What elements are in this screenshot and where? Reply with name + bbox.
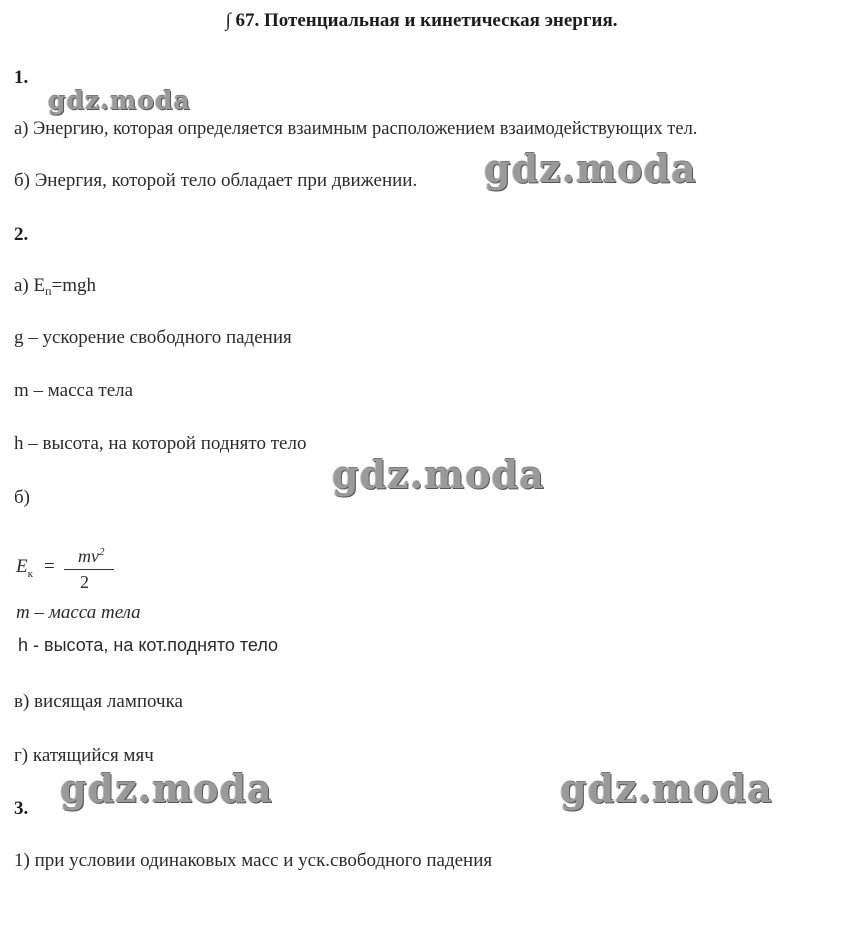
answer-1a: а) Энергию, которая определяется взаимным расположением взаимодействующих тел. xyxy=(14,119,698,139)
definition-m-2: m – масса тела xyxy=(16,602,141,623)
answer-2a-suffix: =mgh xyxy=(51,275,97,296)
answer-2a xyxy=(14,275,96,298)
answer-1b: б) Энергия, которой тело обладает при движении. xyxy=(14,170,418,191)
watermark: gdz.moda xyxy=(332,452,545,497)
formula-numerator: $mv^2$ xyxy=(78,546,105,566)
definition-h-2: h - высота, на кот.поднято тело xyxy=(18,635,279,655)
fraction-bar xyxy=(64,569,114,570)
section-1-number: 1. xyxy=(14,67,29,88)
watermark: gdz.moda xyxy=(60,766,273,811)
section-3-number: 3. xyxy=(14,798,29,819)
answer-2v: в) висящая лампочка xyxy=(14,691,183,712)
kinetic-energy-formula xyxy=(16,540,116,596)
definition-h: h – высота, на которой поднято тело xyxy=(14,433,307,454)
watermark: gdz.moda xyxy=(560,766,773,811)
formula-lhs: $E_к$ xyxy=(16,556,33,580)
watermark: gdz.moda xyxy=(48,86,191,115)
answer-2g: г) катящийся мяч xyxy=(14,745,154,766)
watermark: gdz.moda xyxy=(484,146,697,191)
definition-g: g – ускорение свободного падения xyxy=(14,327,292,348)
answer-2a-prefix: а) E xyxy=(14,275,46,296)
formula-equals: = xyxy=(44,556,55,577)
answer-2b-label: б) xyxy=(14,487,30,508)
answer-2a-subscript: п xyxy=(45,284,52,298)
section-2-number: 2. xyxy=(14,224,29,245)
formula-denominator: 2 xyxy=(80,572,89,592)
answer-3-1: 1) при условии одинаковых масс и уск.свободного падения xyxy=(14,850,493,871)
definition-m: m – масса тела xyxy=(14,380,134,401)
page-title: ∫ 67. Потенциальная и кинетическая энергия. xyxy=(225,10,618,31)
